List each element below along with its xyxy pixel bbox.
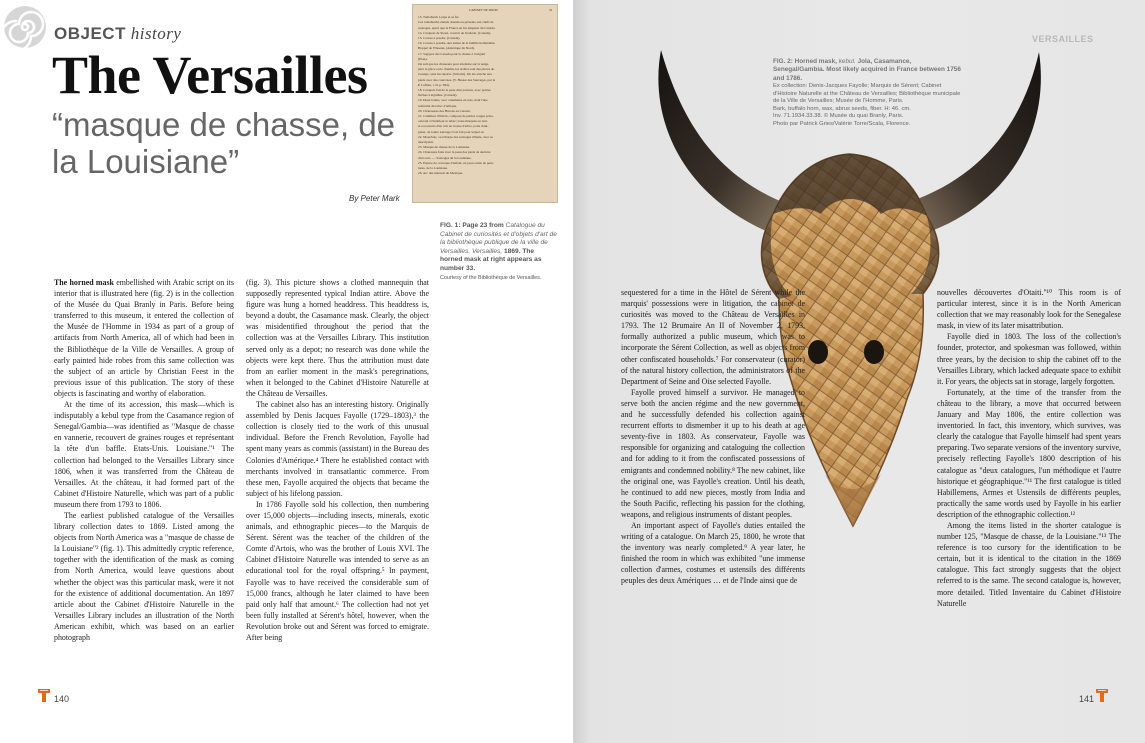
catalogue-line: flèches à aiguilles. (Canada). — [418, 93, 458, 98]
fig1-italic: Catalogue du Cabinet de curiosités et d'objets d'art de la bibliothèque publique de la ville de Versailles. Versailles, — [440, 222, 557, 255]
left-column-2 — [246, 277, 429, 643]
paragraph: At the time of its accession, this mask—which is indisputably a kebul type from the Casamance region of Senegal/Gambia—was identified as "Masque de chasse en vannerie, recouvert de graines rouges et représentant la tête d'un baffle. Etats-Unis. Louisiane."¹ The collection had belonged to the Versailles Library since 1806, when it was transferred from the Château de Versailles. At the château, it had formed part of the Cabinet d'Histoire Naturelle, which was part of a public museum there from 1793 to 1806. — [54, 400, 234, 509]
section-kicker — [54, 24, 181, 44]
catalogue-line: On sait que les chasseurs pour atteindre sur la neige, — [418, 62, 489, 67]
right-column-2 — [937, 287, 1121, 609]
paragraph-text: embellished with Arabic script on its interior that is illustrated here (fig. 2) is in the collection of the Musée du Quai Branly in Paris. Before being transferred to this museum, it entered the collection of the Musée de l'Homme in 1934 as part of a group of artifacts from North America, all of which had been in the Bibliothèque de la Ville de Versailles. A group of early painted hide robes from this same collection was the subject of an article by Christian Feest in the previous issue of this publication. The story of these objects is fascinating and worthy of elaboration. — [54, 278, 234, 398]
paragraph: The cabinet also has an interesting history. Originally assembled by Denis Jacques Fayolle (1729–1803),³ the collection is closely tied to the work of this unusual individual. Before the French Revolution, Fayolle had spent many years as commis (assistant) in the Bureau des Colonies d'Amérique.⁴ There he established contact with merchants involved in transatlantic commerce. From these men, Fayolle acquired the objects that became the subject of his lifelong passion. — [246, 400, 429, 498]
catalogue-line: description. — [418, 140, 434, 145]
fig1-credit: Courtesy of the Bibliothèque de Versailles. — [440, 274, 542, 281]
catalogue-line: 24. Chaussure faite avec la peau des pieds de derrière — [418, 150, 491, 155]
tribal-t-logo-icon — [1096, 689, 1108, 702]
page-number-right: 141 — [1079, 694, 1095, 704]
fig2-caption-a: FIG. 2: Horned mask, — [773, 58, 837, 65]
kicker-bold: OBJECT — [54, 24, 126, 43]
article-title: The Versailles — [52, 45, 368, 105]
article-subtitle: “masque de chasse, de la Louisiane” — [52, 106, 396, 180]
fig1-lead: FIG. 1: Page 23 from — [440, 222, 504, 229]
catalogue-line: la neige, sans les réparer. (Scholtz). On les attache aux — [418, 72, 492, 77]
catalogue-line: 18. Carquois fait de la peau d'un poisson, avec petites — [418, 88, 491, 93]
catalogue-line: jeter la glace ou le chemin, les arrêter sont des pièces de — [418, 67, 495, 72]
catalogue-line: (Elan). — [418, 56, 428, 61]
catalogue-line: P. Lafitau, t. II, p. 384). — [418, 82, 450, 87]
paragraph: Fayolle proved himself a survivor. He managed to serve both the ancien régime and the new government, and he successfully defended his collection against recurrent efforts to dismember it up to his death at age seventy-five in 1803. As conservateur, Fayolle was responsible for organizing and cataloguing the collection and for adding to it from the confiscated possessions of emigrants and condemned nobility.⁸ The new cabinet, like the original one, was Fayolle's creation. Until his death, he continued to add new pieces, mostly from India and the South Pacific, reflecting his passion for the clothing, weapons, and religious instruments of distant peoples. — [621, 387, 805, 519]
paragraph: The earliest published catalogue of the Versailles library collection dates to 1869. Listed among the objects from North America was a "masque de chasse de la Louisiane"² (fig. 1). This admittedly cryptic reference, together with the identification of the mask as coming from North America, would leave questions about whether the object was this particular mask, were it not for the existence of additional documentation. An 1897 article about the Cabinet d'Histoire Naturelle in the Versailles Library includes an illustration of the North American exhibit, which was based on an earlier photograph — [54, 510, 234, 642]
catalogue-line: 17. Sagayes des Canada pour la chasse à l'orignal — [418, 51, 485, 56]
paragraph: In 1786 Fayolle sold his collection, then numbering over 15,000 objects—including insects, minerals, exotic animals, and ethnographic pieces—to the Marquis de Sérent. Sérent was the teacher of the children of the Comte d'Artois, who was the brother of Louis XVI. The Cabinet d'Histoire Naturelle was intended to serve as an educational tool for the royal offspring.⁵ In payment, Fayolle was to have received the considerable sum of 15,000 francs, although he later claimed to have been paid only half that amount.⁶ The collection had not yet been fully installed at Sérent's hôtel, however, when the Revolution broke out and Sérent was forced to emigrate. After being — [246, 499, 429, 642]
paragraph: sequestered for a time in the Hôtel de Sérent while the marquis' possessions were in litigation, the cabinet de curiosités was moved to the Château de Versailles in 1793. The 12 Brumaire An II of November 2, 1793, formally authorized a public museum, which was to incorporate the Sérent Collection, as well as objects from other confiscated households.⁷ For conservateur (curator) of the natural history collection, the administrators of the Department of Seine and Oise selected Fayolle. — [621, 288, 805, 386]
fig1-caption — [440, 222, 558, 282]
left-column-1 — [54, 277, 234, 643]
tribal-t-logo-icon — [38, 689, 50, 702]
catalogue-line: sauvages, après que la France en fut emparée du Canada. — [418, 25, 496, 30]
catalogue-line: 26. Arc des naturels du Mexique. — [418, 171, 463, 176]
fig2-caption-italic: kebul. — [838, 58, 856, 65]
catalogue-header-title: CABINET DE DIJON — [469, 8, 498, 12]
fig2-caption — [773, 58, 963, 128]
catalogue-line: Ces tomahawks étaient donnés en présents aux chefs de — [418, 20, 494, 25]
catalogue-page-image — [412, 4, 558, 203]
fig2-title — [773, 58, 963, 83]
catalogue-line: d'un ours. — Sauvages de la Louisiane. — [418, 155, 472, 160]
catalogue-line: ouvrant à l'intérieur le tabac; trous marqués en bois — [418, 119, 488, 124]
kicker-italic: history — [130, 24, 182, 43]
catalogue-line: 25. Espèce de cravaque d'enfant, en peau ornée de pein- — [418, 160, 494, 165]
fig2-caption-b: Jola, Casamance, Senegal/Gambia. Most likely acquired in France between 1756 and 1786. — [773, 58, 961, 82]
catalogue-line: pieds avec des courroies. (V. Hesser des Sauvages, par le — [418, 77, 496, 82]
fig2-inventory: Inv. 71.1934.33.38. © Musée du quai Branly, Paris. — [773, 113, 904, 120]
catalogue-line: et recouverts d'un cuir en trouve d'arbre, poils d'ani- — [418, 124, 489, 129]
right-page — [573, 0, 1145, 743]
catalogue-line: 19. Deux boîtes, avec ornements en soie, dont l'une — [418, 98, 488, 103]
catalogue-page-header — [418, 8, 552, 13]
fig2-provenance: Ex collection: Denis-Jacques Fayolle; Marquis de Sérent; Cabinet d'Histoire Naturelle at the Château de Versailles; Bibliothèque municipale de la Ville de Versailles; Musée de l'Homme, Paris. — [773, 83, 961, 105]
catalogue-line: genet, de loutre sauvage; bois fait pour lequel on — [418, 129, 485, 134]
catalogue-lines — [418, 15, 552, 176]
catalogue-line: 21. Calumets d'ibiscis, composé de petites rouges polie, — [418, 114, 494, 119]
fig2-materials: Bark, buffalo horn, wax, abrus seeds, fiber. H: 46. cm. — [773, 105, 911, 112]
paragraph: Among the items listed in the shorter catalogue is number 125, "Masque de chasse, de la Louisiane."¹³ The reference is too cursory for the identification to be certain, but it is identical to the citation in the 1869 catalogue. This fact strongly suggests that the object referred to is the same. The second catalogue is, however, more detailed. Titled Inventaire du Cabinet d'Histoire Naturelle — [937, 520, 1121, 608]
catalogue-line: 13. Tomahawk à pipe et sa fer. — [418, 15, 460, 20]
page-number-left: 140 — [54, 694, 70, 704]
paragraph: nouvelles découvertes d'Otaiti."¹⁰ This room is of particular interest, since it is in the North American collection that we may reasonably look for the Senegalese mask, in view of its later misattribution. — [937, 288, 1121, 331]
catalogue-line: 15. Cornes à poudre. (Canada). — [418, 36, 461, 41]
paragraph: (fig. 3). This picture shows a clothed mannequin that supposedly represented typical Indian attire. Above the figure was hung a horned headdress. This headdress is, beyond a doubt, the Casamance mask. Clearly, the object was misidentified throughout the period that the collection was at the Versailles Library. This institution served only as a depot; no research was done while the objects were kept there. Thus the attribution must date from an earlier moment in the mask's peregrinations, when it belonged to the Cabinet d'Histoire Naturelle at the Château de Versailles. — [246, 278, 429, 398]
catalogue-header-number: 33 — [548, 8, 552, 12]
spiral-logo-icon — [4, 6, 46, 48]
fig2-photo-credit: Photo par Patrick Gries/Valérie Torre/Scala, Florence. — [773, 120, 911, 127]
catalogue-line: 22. Mouchoir, ou écharpe des sauvages tilleuls, avec sa — [418, 134, 493, 139]
lead-in: The horned mask — [54, 278, 114, 287]
running-head: VERSAILLES — [1032, 34, 1094, 44]
paragraph: Fayolle died in 1803. The loss of the collection's founder, protector, and spokesman was followed, within three years, by the decision to ship the cabinet off to the Versailles Library, which lacked adequate space to exhibit it. For years, the objects sat in storage, largely forgotten. — [937, 332, 1121, 386]
byline: By Peter Mark — [349, 194, 400, 203]
paragraph: Fortunately, at the time of the transfer from the château to the library, a move that occurred between January and May 1806, the entire collection was inventoried. In fact, this inventory, which survives, was clearly the catalogue that Fayolle himself had spent years preparing. Two separate versions of the inventory survive, precisely reflecting Fayolle's 1800 description of his catalogue as "deux catalogues, l'un méthodique et l'autre historique et géographique."¹¹ The first catalogue is titled Habillemens, Armes et Ustensils de différents peuples, practically the same words used by Fayolle in his earlier description of the ethnographic collection.¹² — [937, 387, 1121, 519]
catalogue-line: Hoppel de Wissenn. (Amérique du Nord). — [418, 46, 475, 51]
right-column-1 — [621, 287, 805, 587]
catalogue-line: 16. Cornes à poudre, aux armes de la famille hollandaise — [418, 41, 495, 46]
paragraph — [54, 277, 234, 399]
paragraph: An important aspect of Fayolle's duties entailed the writing of a catalogue. On March 25, 1800, he wrote that the inventory was nearly completed.⁹ A year later, he finished the room in which was exhibited "une immense collection d'armes, costumes et ustensils des différents peuples des deux Amériques … et de l'Inde ainsi que de — [621, 520, 805, 586]
catalogue-line: 23. Masque de chasse de la Louisiane. — [418, 145, 470, 150]
catalogue-line: renfermé du tabac d'Afrique. — [418, 103, 458, 108]
fig1-tail: 1869. The horned mask at right appears as number 33. — [440, 247, 542, 272]
catalogue-line: 14. Carquois de Sioux, couvert de broderie. (Canada). — [418, 30, 492, 35]
catalogue-line: tures, de la Louisiane. — [418, 166, 448, 171]
catalogue-line: 20. Chaussures des Hurons au Canada. — [418, 108, 471, 113]
